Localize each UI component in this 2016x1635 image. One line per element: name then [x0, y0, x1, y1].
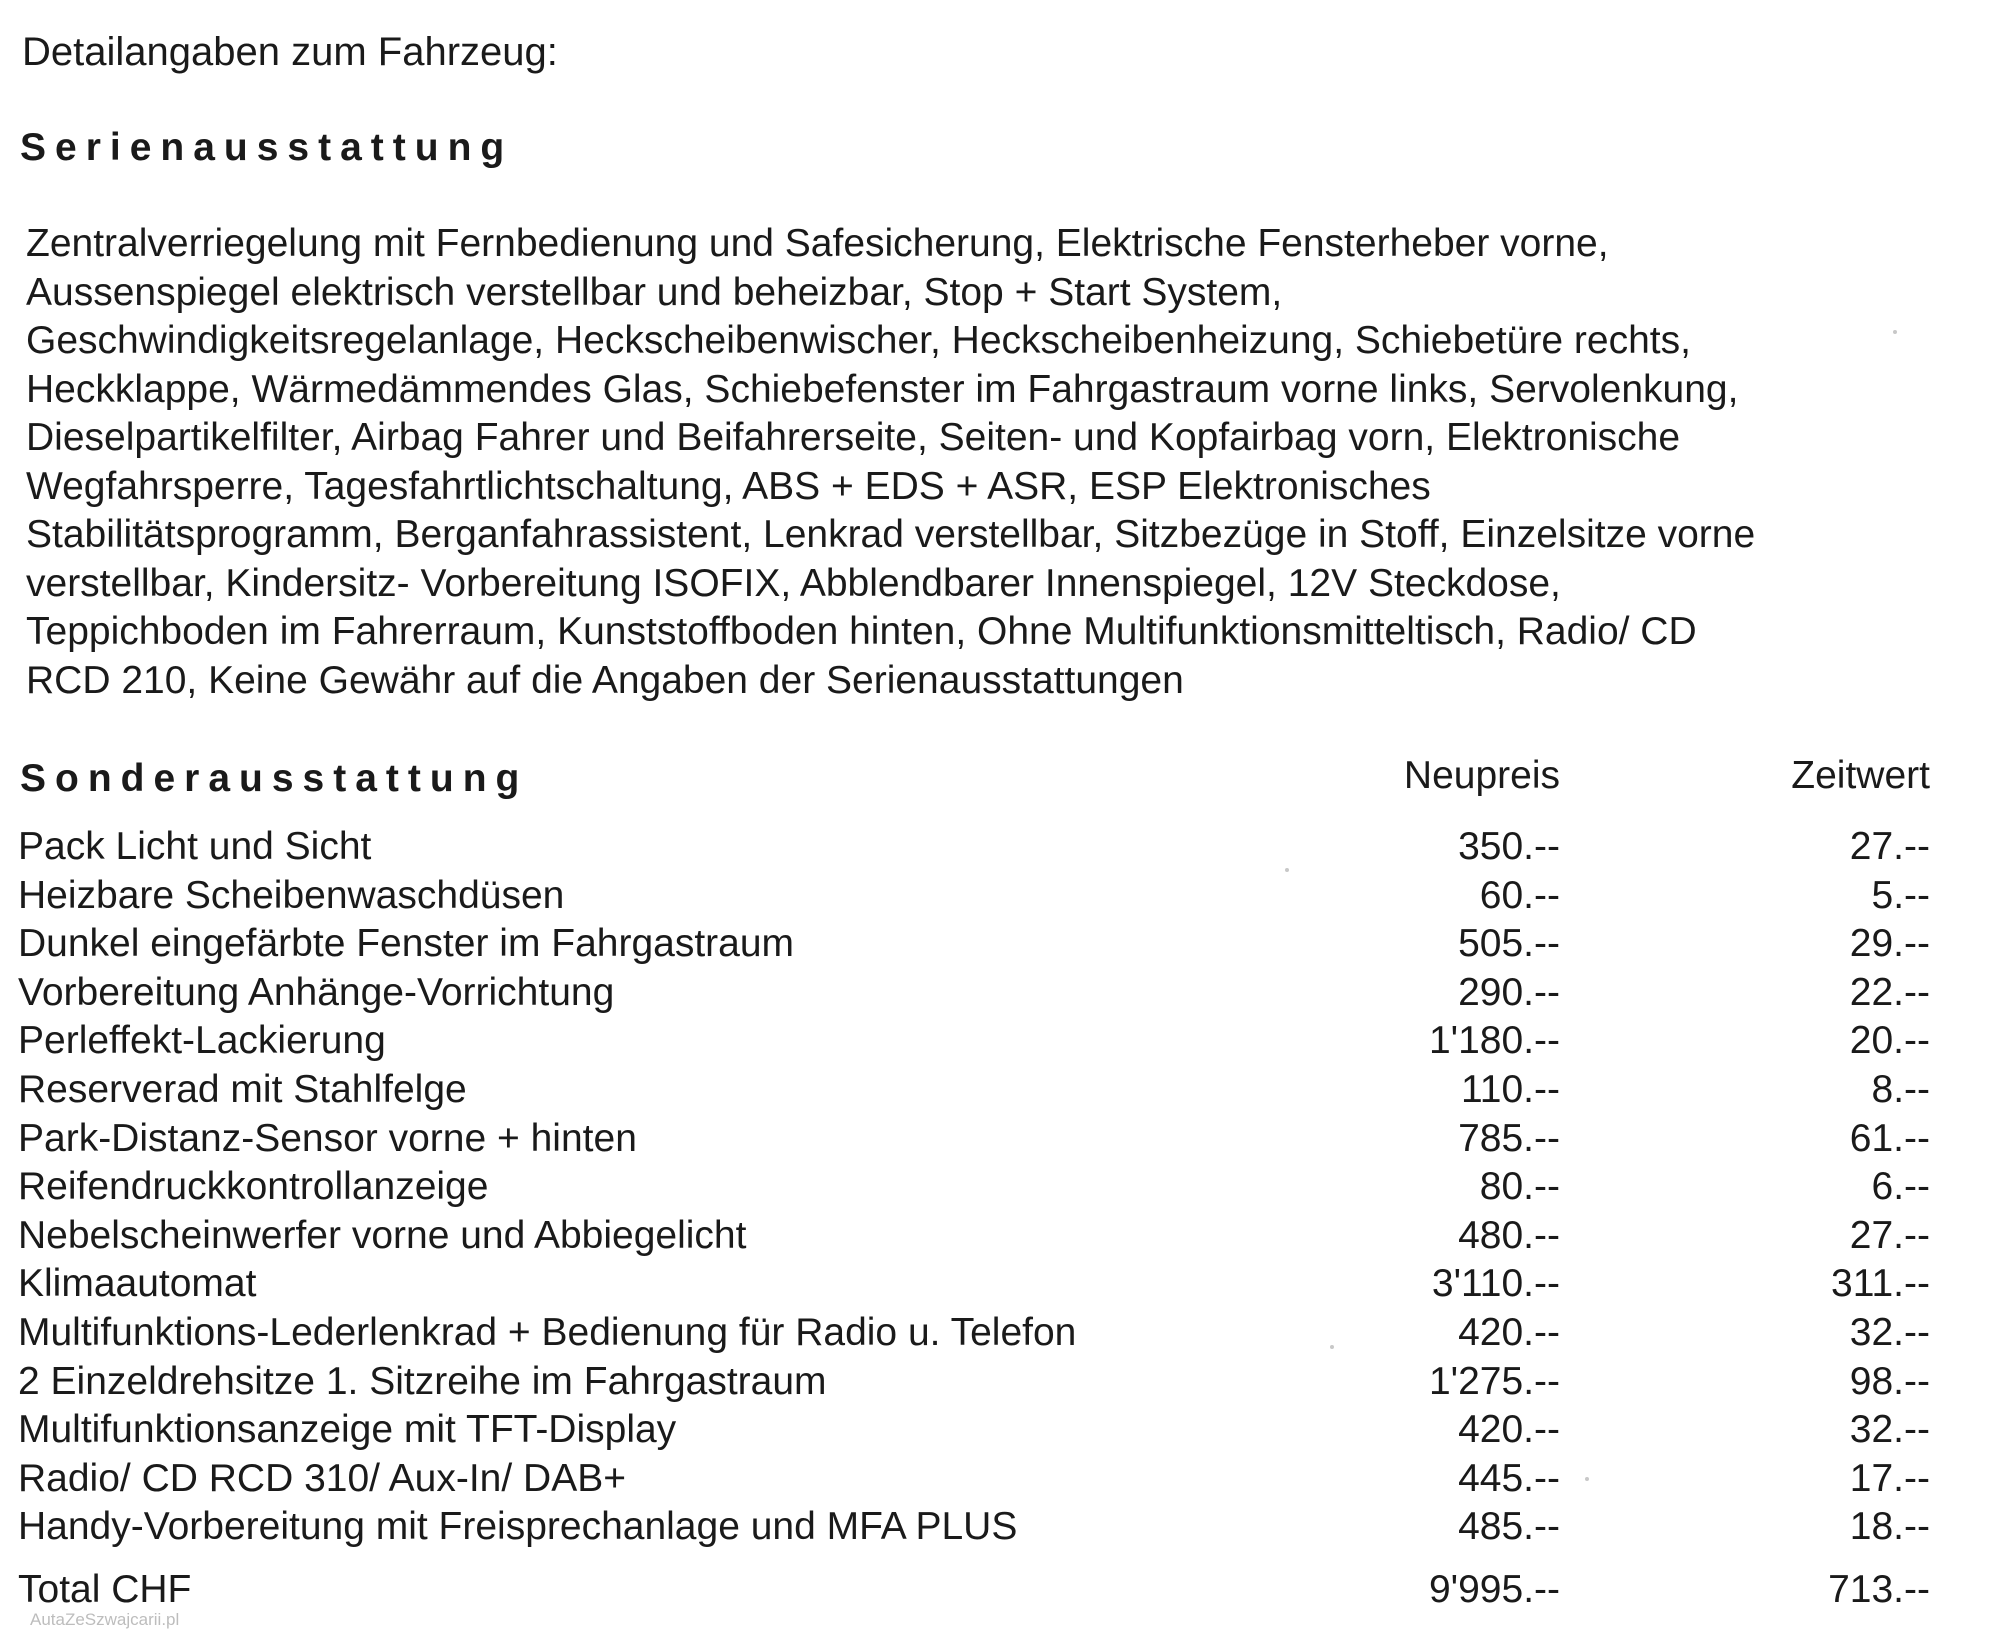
table-row	[18, 823, 1978, 872]
table-row	[18, 969, 1978, 1018]
table-row	[18, 1503, 1978, 1552]
serien-text-line: Heckklappe, Wärmedämmendes Glas, Schiebefenster im Fahrgastraum vorne links, Servolenkung,	[26, 367, 1739, 411]
item-name: Heizbare Scheibenwaschdüsen	[18, 873, 565, 917]
item-name: Pack Licht und Sicht	[18, 825, 372, 868]
sonderausstattung-title: Sonderausstattung	[20, 757, 529, 800]
sonderausstattung-table	[18, 823, 1978, 1552]
column-header-zeitwert: Zeitwert	[1791, 754, 1930, 797]
table-row	[18, 1309, 1978, 1358]
table-row	[18, 1212, 1978, 1261]
item-zeitwert: 22.--	[1849, 970, 1930, 1014]
item-neupreis: 505.--	[1458, 922, 1560, 966]
item-name: Dunkel eingefärbte Fenster im Fahrgastraum	[18, 922, 795, 966]
item-zeitwert: 98.--	[1849, 1359, 1930, 1403]
table-row	[18, 1066, 1978, 1115]
item-zeitwert: 29.--	[1849, 922, 1930, 966]
column-header-neupreis: Neupreis	[1403, 754, 1560, 797]
item-name: Reifendruckkontrollanzeige	[18, 1165, 489, 1209]
item-zeitwert: 17.--	[1849, 1456, 1930, 1500]
total-row	[18, 1565, 1978, 1615]
item-name: Vorbereitung Anhänge-Vorrichtung	[18, 970, 615, 1014]
item-neupreis: 80.--	[1479, 1165, 1560, 1209]
item-name: Klimaautomat	[18, 1262, 257, 1306]
item-name: Radio/ CD RCD 310/ Aux-In/ DAB+	[18, 1456, 627, 1500]
serien-text-line: Stabilitätsprogramm, Berganfahrassistent, Lenkrad verstellbar, Sitzbezüge in Stoff, Einzelsitze vorne	[26, 513, 1756, 556]
table-row	[18, 1455, 1978, 1504]
item-neupreis: 350.--	[1458, 825, 1560, 868]
total-zeitwert: 713.--	[1828, 1568, 1930, 1611]
item-neupreis: 420.--	[1458, 1310, 1560, 1354]
item-neupreis: 60.--	[1479, 873, 1560, 917]
item-name: 2 Einzeldrehsitze 1. Sitzreihe im Fahrgastraum	[18, 1359, 827, 1403]
serien-text-line: RCD 210, Keine Gewähr auf die Angaben der Serienausstattungen	[26, 658, 1184, 702]
serienausstattung-text	[26, 220, 1926, 705]
serien-text-line: Dieselpartikelfilter, Airbag Fahrer und Beifahrerseite, Seiten- und Kopfairbag vorn, Elektronische	[26, 416, 1681, 459]
item-neupreis: 485.--	[1458, 1505, 1560, 1549]
item-zeitwert: 311.--	[1831, 1262, 1930, 1306]
item-zeitwert: 32.--	[1849, 1408, 1930, 1452]
item-zeitwert: 6.--	[1871, 1165, 1930, 1209]
item-zeitwert: 18.--	[1849, 1505, 1930, 1549]
item-neupreis: 420.--	[1458, 1408, 1560, 1452]
item-neupreis: 445.--	[1458, 1456, 1560, 1500]
item-name: Handy-Vorbereitung mit Freisprechanlage und MFA PLUS	[18, 1505, 1018, 1549]
serienausstattung-title: Serienausstattung	[20, 126, 514, 169]
item-zeitwert: 20.--	[1849, 1019, 1930, 1063]
item-neupreis: 3'110.--	[1431, 1262, 1560, 1306]
serien-text-line: verstellbar, Kindersitz- Vorbereitung ISOFIX, Abblendbarer Innenspiegel, 12V Steckdose,	[26, 561, 1561, 605]
table-row	[18, 1358, 1978, 1407]
scan-speck	[1330, 1345, 1334, 1349]
document-heading: Detailangaben zum Fahrzeug:	[22, 30, 558, 74]
serien-text-line: Aussenspiegel elektrisch verstellbar und beheizbar, Stop + Start System,	[26, 270, 1283, 314]
table-row	[18, 1115, 1978, 1164]
item-neupreis: 1'180.--	[1428, 1019, 1560, 1063]
table-row	[18, 872, 1978, 921]
item-name: Multifunktions-Lederlenkrad + Bedienung für Radio u. Telefon	[18, 1310, 1077, 1354]
item-zeitwert: 61.--	[1849, 1116, 1930, 1160]
table-row	[18, 1260, 1978, 1309]
item-neupreis: 290.--	[1458, 970, 1560, 1014]
item-zeitwert: 32.--	[1849, 1310, 1930, 1354]
item-zeitwert: 27.--	[1849, 825, 1930, 868]
item-name: Nebelscheinwerfer vorne und Abbiegelicht	[18, 1213, 747, 1257]
scan-speck	[1585, 1477, 1589, 1481]
item-neupreis: 480.--	[1458, 1213, 1560, 1257]
watermark: AutaZeSzwajcarii.pl	[30, 1610, 180, 1629]
total-label: Total CHF	[18, 1568, 192, 1611]
table-row	[18, 1017, 1978, 1066]
item-zeitwert: 5.--	[1871, 873, 1930, 917]
table-row	[18, 1163, 1978, 1212]
item-name: Reserverad mit Stahlfelge	[18, 1067, 467, 1111]
table-row	[18, 920, 1978, 969]
serien-text-line: Teppichboden im Fahrerraum, Kunststoffboden hinten, Ohne Multifunktionsmitteltisch, Radio/ CD	[26, 610, 1697, 653]
scan-speck	[1893, 330, 1897, 334]
item-name: Perleffekt-Lackierung	[18, 1019, 386, 1063]
item-name: Park-Distanz-Sensor vorne + hinten	[18, 1116, 637, 1160]
serien-text-line: Wegfahrsperre, Tagesfahrtlichtschaltung, ABS + EDS + ASR, ESP Elektronisches	[26, 464, 1431, 508]
item-neupreis: 1'275.--	[1428, 1359, 1560, 1403]
item-zeitwert: 8.--	[1871, 1067, 1930, 1111]
item-name: Multifunktionsanzeige mit TFT-Display	[18, 1408, 677, 1452]
scan-speck	[1285, 868, 1289, 872]
item-neupreis: 785.--	[1458, 1116, 1560, 1160]
item-neupreis: 110.--	[1461, 1067, 1560, 1111]
item-zeitwert: 27.--	[1849, 1213, 1930, 1257]
serien-text-line: Geschwindigkeitsregelanlage, Heckscheibenwischer, Heckscheibenheizung, Schiebetüre rechts,	[26, 319, 1691, 362]
total-neupreis: 9'995.--	[1428, 1568, 1560, 1611]
table-row	[18, 1406, 1978, 1455]
serien-text-line: Zentralverriegelung mit Fernbedienung und Safesicherung, Elektrische Fensterheber vorne,	[26, 222, 1609, 265]
